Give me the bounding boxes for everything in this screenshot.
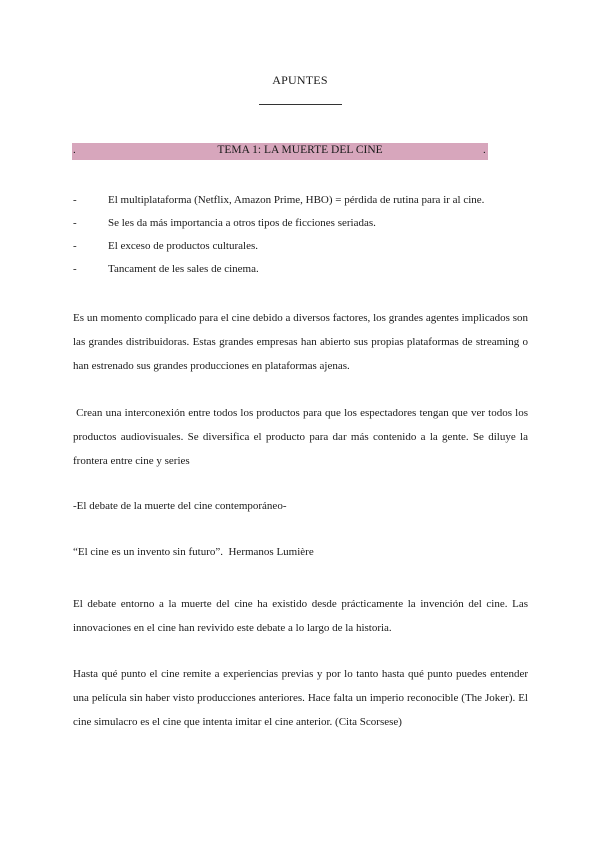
list-item: El exceso de productos culturales. [108, 240, 258, 252]
document-title: APUNTES [272, 73, 328, 87]
lumiere-quote: “El cine es un invento sin futuro”. Hermanos Lumière [73, 546, 314, 558]
debate-heading: -El debate de la muerte del cine contemporáneo- [73, 500, 287, 512]
section-left-mark: . [73, 144, 76, 156]
paragraph-interconnection: Crean una interconexión entre todos los productos para que los espectadores tengan que ver todos los productos audiovisuales. Se diversifica el producto para dar más contenido a la gente. Se diluye la frontera entre cine y series [73, 407, 531, 467]
bullet-marker: - [73, 240, 77, 252]
paragraph-distributors: Es un momento complicado para el cine debido a diversos factores, los grandes agentes implicados son las grandes distribuidoras. Estas grandes empresas han abierto sus propias plataformas de streaming o han estrenado sus grandes producciones en plataformas ajenas. [73, 312, 528, 372]
title-underline [259, 104, 342, 105]
section-right-mark: . [483, 144, 486, 156]
section-title: TEMA 1: LA MUERTE DEL CINE [217, 144, 383, 156]
paragraph-debate: El debate entorno a la muerte del cine ha existido desde prácticamente la invención del cine. Las innovaciones en el cine han revivido este debate a lo largo de la historia. [73, 598, 528, 634]
list-item: Tancament de les sales de cinema. [108, 263, 259, 275]
bullet-marker: - [73, 263, 77, 275]
bullet-marker: - [73, 194, 77, 206]
list-item: Se les da más importancia a otros tipos de ficciones seriadas. [108, 217, 376, 229]
paragraph-simulacro: Hasta qué punto el cine remite a experiencias previas y por lo tanto hasta qué punto puedes entender una película sin haber visto producciones anteriores. Hace falta un imperio reconocible (The Joker). El cine simulacro es el cine que intenta imitar el cine anterior. (Cita Scorsese) [73, 668, 528, 728]
list-item: El multiplataforma (Netflix, Amazon Prime, HBO) = pérdida de rutina para ir al cine. [108, 194, 485, 206]
bullet-marker: - [73, 217, 77, 229]
